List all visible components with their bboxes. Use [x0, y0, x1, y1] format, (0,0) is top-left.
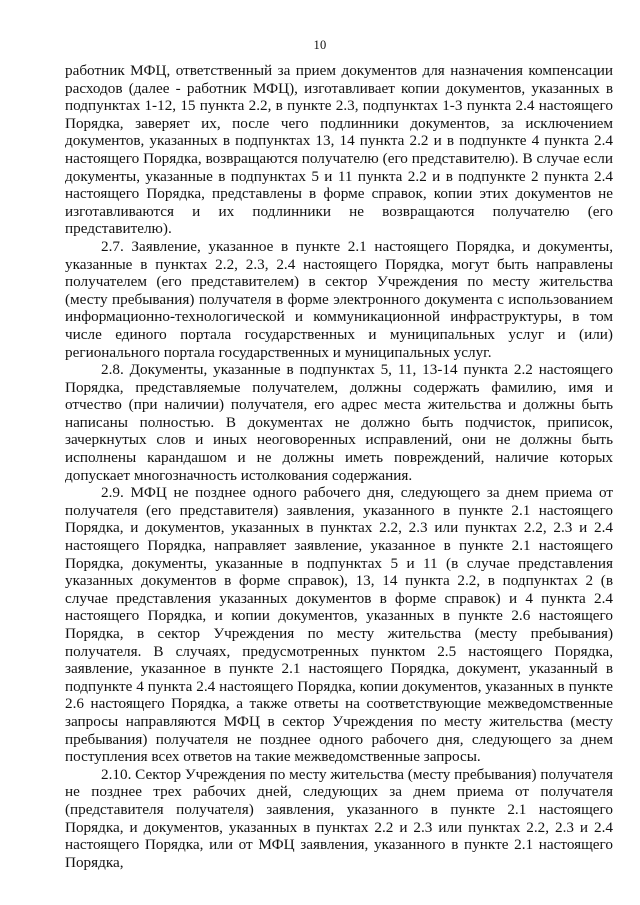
- page-number: 10: [313, 38, 327, 52]
- paragraph-2-9: 2.9. МФЦ не позднее одного рабочего дня, следующего за днем приема от получателя (его представителя) заявления, указанного в пункте 2.1 настоящего Порядка, и документов, указанных в пунктах 2.2, 2.3 или пунктах 2.2, 2.3 и 2.4 настоящего Порядка, направляет заявление, указанное в пункте 2.1 настоящего Порядка, документы, указанные в подпунктах 5 и 11 (в случае представления указанных документов в форме справок), 13, 14 пункта 2.2, в подпунктах 2 (в случае представления указанных документов в форме справок) и 4 пункта 2.4 настоящего Порядка, и копии документов, указанных в пункте 2.6 настоящего Порядка, в сектор Учреждения по месту жительства (месту пребывания) получателя. В случаях, предусмотренных пунктом 2.5 настоящего Порядка, заявление, указанное в пункте 2.1 настоящего Порядка, документ, указанный в подпункте 4 пункта 2.4 настоящего Порядка, копии документов, указанных в пункте 2.6 настоящего Порядка, а также ответы на соответствующие межведомственные запросы направляются МФЦ в сектор Учреждения по месту жительства (месту пребывания) получателя не позднее одного рабочего дня, следующего за днем поступления всех ответов на такие межведомственные запросы.: [65, 484, 613, 766]
- paragraph-2-10: 2.10. Сектор Учреждения по месту жительства (месту пребывания) получателя не позднее трех рабочих дней, следующих за днем приема от получателя (представителя получателя) заявления, указанного в пункте 2.1 настоящего Порядка, и документов, указанных в пунктах 2.2 и 2.3 или пунктах 2.2, 2.3 и 2.4 настоящего Порядка, или от МФЦ заявления, указанного в пункте 2.1 настоящего Порядка,: [65, 765, 613, 871]
- paragraph-2-8: 2.8. Документы, указанные в подпунктах 5, 11, 13-14 пункта 2.2 настоящего Порядка, представляемые получателем, должны содержать фамилию, имя и отчество (при наличии) получателя, его адрес места жительства и должны быть написаны полностью. В документах не должно быть подчисток, приписок, зачеркнутых слов и иных неоговоренных исправлений, они не должны быть исполнены карандашом и не должны иметь повреждений, наличие которых допускает многозначность истолкования содержания.: [65, 361, 613, 484]
- paragraph-2-7: 2.7. Заявление, указанное в пункте 2.1 настоящего Порядка, и документы, указанные в пунктах 2.2, 2.3, 2.4 настоящего Порядка, могут быть направлены получателем (его представителем) в сектор Учреждения по месту жительства (месту пребывания) получателя в форме электронного документа с использованием информационно-технологической и коммуникационной инфраструктуры, в том числе единого портала государственных и муниципальных услуг и (или) регионального портала государственных и муниципальных услуг.: [65, 237, 613, 361]
- paragraph-continuation: работник МФЦ, ответственный за прием документов для назначения компенсации расходов (далее - работник МФЦ), изготавливает копии документов, указанных в подпунктах 1-12, 15 пункта 2.2, в пункте 2.3, подпунктах 1-3 пункта 2.4 настоящего Порядка, заверяет их, после чего подлинники документов, за исключением документов, указанных в подпунктах 13, 14 пункта 2.2 и в подпункте 4 пункта 2.4 настоящего Порядка, возвращаются получателю (его представителю). В случае если документы, указанные в подпунктах 5 и 11 пункта 2.2 и в подпункте 2 пункта 2.4 настоящего Порядка, представлены в форме справок, копии этих документов не изготавливаются и их подлинники не возвращаются получателю (его представителю).: [65, 62, 613, 238]
- document-body: [65, 62, 613, 871]
